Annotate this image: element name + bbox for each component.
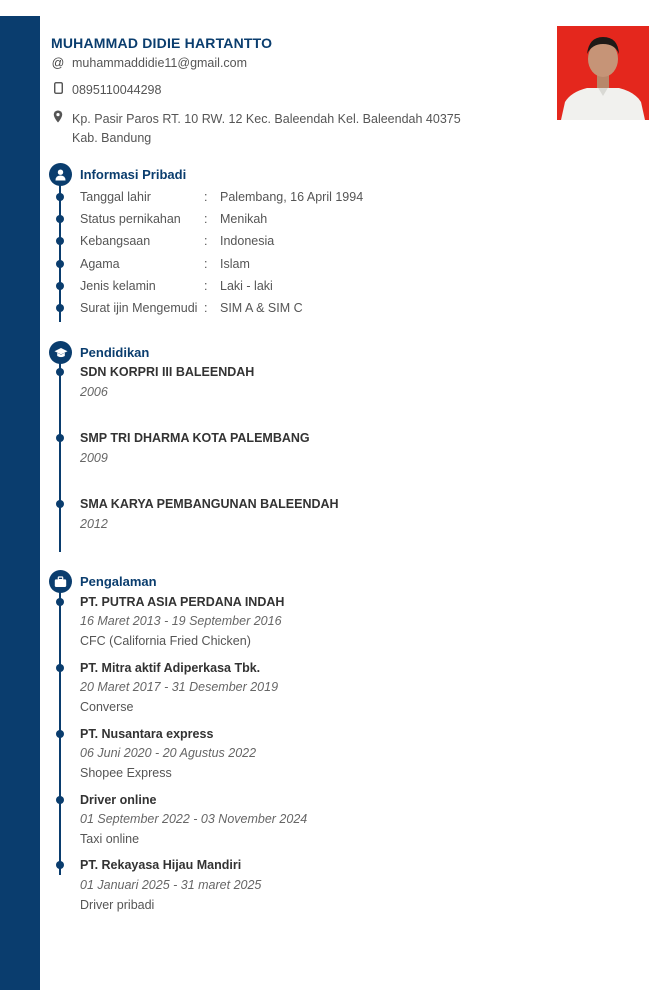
info-value: SIM A & SIM C — [220, 301, 303, 315]
phone-text: 0895110044298 — [72, 83, 162, 97]
school-year: 2006 — [80, 385, 108, 399]
job-period: 06 Juni 2020 - 20 Agustus 2022 — [80, 746, 257, 760]
timeline-dot — [56, 282, 64, 290]
timeline-dot — [56, 215, 64, 223]
at-icon: @ — [51, 56, 65, 70]
experience-section-title: Pengalaman — [80, 574, 157, 589]
info-separator: : — [204, 190, 208, 204]
info-value: Menikah — [220, 212, 268, 226]
timeline-dot — [56, 193, 64, 201]
info-row — [80, 301, 303, 315]
job-description: Taxi online — [80, 832, 140, 846]
candidate-name: MUHAMMAD DIDIE HARTANTTO — [51, 35, 273, 51]
timeline-dot — [56, 730, 64, 738]
sidebar-band — [0, 16, 40, 990]
info-row — [80, 257, 250, 271]
timeline-dot — [56, 368, 64, 376]
timeline-dot — [56, 500, 64, 508]
info-value: Palembang, 16 April 1994 — [220, 190, 364, 204]
timeline-dot — [56, 304, 64, 312]
phone-line — [51, 82, 161, 97]
job-period: 01 Januari 2025 - 31 maret 2025 — [80, 878, 262, 892]
info-row — [80, 212, 267, 226]
school-name: SMP TRI DHARMA KOTA PALEMBANG — [80, 431, 310, 445]
email-text: muhammaddidie11@gmail.com — [72, 56, 248, 70]
timeline-dot — [56, 260, 64, 268]
job-description: Shopee Express — [80, 766, 172, 780]
address-text-line2: Kab. Bandung — [72, 131, 152, 145]
school-year: 2012 — [80, 517, 108, 531]
phone-icon — [51, 82, 65, 97]
school-name: SMA KARYA PEMBANGUNAN BALEENDAH — [80, 497, 339, 511]
job-period: 16 Maret 2013 - 19 September 2016 — [80, 614, 282, 628]
job-company: PT. Rekayasa Hijau Mandiri — [80, 858, 242, 872]
timeline-dot — [56, 861, 64, 869]
email-line — [51, 56, 247, 70]
info-value: Laki - laki — [220, 279, 273, 293]
job-description: Converse — [80, 700, 134, 714]
job-company: PT. PUTRA ASIA PERDANA INDAH — [80, 595, 285, 609]
experience-timeline-line — [59, 583, 61, 875]
job-company: PT. Mitra aktif Adiperkasa Tbk. — [80, 661, 261, 675]
info-separator: : — [204, 234, 208, 248]
location-pin-icon — [51, 110, 65, 129]
info-label: Kebangsaan — [80, 234, 151, 248]
timeline-dot — [56, 434, 64, 442]
job-company: PT. Nusantara express — [80, 727, 214, 741]
person-icon — [49, 163, 72, 186]
info-label: Agama — [80, 257, 120, 271]
info-value: Islam — [220, 257, 250, 271]
address-line — [51, 110, 461, 148]
timeline-dot — [56, 796, 64, 804]
info-separator: : — [204, 257, 208, 271]
timeline-dot — [56, 598, 64, 606]
job-description: CFC (California Fried Chicken) — [80, 634, 251, 648]
info-value: Indonesia — [220, 234, 275, 248]
timeline-dot — [56, 664, 64, 672]
job-period: 01 September 2022 - 03 November 2024 — [80, 812, 308, 826]
briefcase-icon — [49, 570, 72, 593]
address-text-line1: Kp. Pasir Paros RT. 10 RW. 12 Kec. Baleendah Kel. Baleendah 40375 — [72, 112, 461, 126]
info-row — [80, 279, 273, 293]
education-section-title: Pendidikan — [80, 345, 150, 360]
info-label: Tanggal lahir — [80, 190, 151, 204]
info-label: Status pernikahan — [80, 212, 181, 226]
education-timeline-line — [59, 354, 61, 552]
info-separator: : — [204, 212, 208, 226]
info-row — [80, 234, 274, 248]
personal-section-title: Informasi Pribadi — [80, 167, 187, 182]
info-separator: : — [204, 279, 208, 293]
info-row — [80, 190, 363, 204]
school-year: 2009 — [80, 451, 108, 465]
profile-photo — [557, 26, 649, 120]
job-description: Driver pribadi — [80, 898, 155, 912]
job-period: 20 Maret 2017 - 31 Desember 2019 — [80, 680, 279, 694]
job-company: Driver online — [80, 793, 157, 807]
timeline-dot — [56, 237, 64, 245]
graduation-cap-icon — [49, 341, 72, 364]
school-name: SDN KORPRI III BALEENDAH — [80, 365, 255, 379]
info-label: Jenis kelamin — [80, 279, 156, 293]
info-label: Surat ijin Mengemudi — [80, 301, 198, 315]
info-separator: : — [204, 301, 208, 315]
